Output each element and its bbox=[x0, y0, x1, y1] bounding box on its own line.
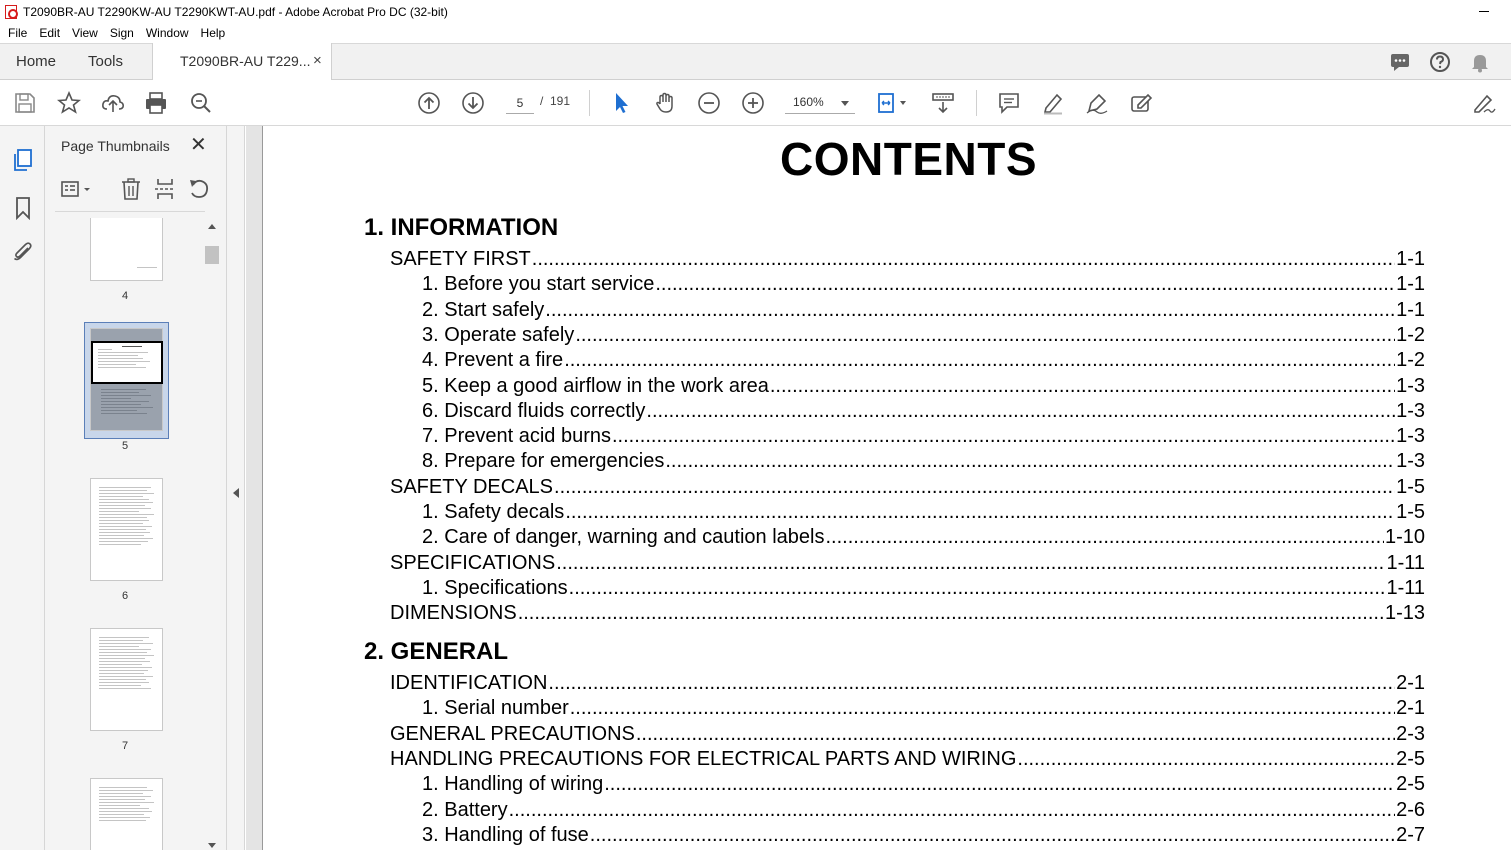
toc-entry-text: 2. Battery bbox=[422, 798, 508, 821]
toc-entry[interactable] bbox=[422, 824, 1425, 848]
thumbnail-list bbox=[45, 218, 205, 850]
tab-right-icons bbox=[1389, 51, 1491, 73]
upload-cloud-icon[interactable] bbox=[101, 91, 125, 115]
page-thumbnail-number: 6 bbox=[121, 590, 129, 602]
toc-entry-page: 1-5 bbox=[1396, 475, 1425, 498]
toc-entry-page: 1-5 bbox=[1396, 501, 1425, 523]
next-page-icon[interactable] bbox=[461, 91, 485, 115]
page-total: 191 bbox=[550, 94, 571, 108]
toc-entry-text: 3. Operate safely bbox=[422, 323, 575, 346]
page-thumbnail-selected[interactable] bbox=[90, 328, 163, 431]
close-panel-icon[interactable]: ✕ bbox=[190, 134, 207, 156]
print-icon[interactable] bbox=[144, 91, 168, 115]
toc-leader-dots bbox=[770, 375, 1395, 398]
toc-section-title[interactable]: 2. GENERAL bbox=[364, 638, 509, 665]
toc-entry-page: 2-7 bbox=[1396, 823, 1425, 846]
toc-entry-page: 2-1 bbox=[1396, 672, 1425, 694]
toc-leader-dots bbox=[612, 425, 1395, 448]
draw-pen-icon[interactable] bbox=[1085, 91, 1109, 115]
page-fit-icon[interactable] bbox=[876, 91, 912, 115]
toc-entry[interactable] bbox=[422, 501, 1425, 525]
toc-entry-text: 8. Prepare for emergencies bbox=[422, 450, 665, 473]
toc-leader-dots bbox=[509, 799, 1395, 822]
toc-entry-heading[interactable] bbox=[390, 602, 1425, 626]
page-thumbnail[interactable] bbox=[90, 218, 163, 281]
toc-entry[interactable] bbox=[422, 697, 1425, 721]
visible-area-box[interactable] bbox=[91, 341, 163, 384]
toc-leader-dots bbox=[564, 349, 1395, 372]
collapse-panel-arrow-icon[interactable] bbox=[233, 488, 239, 498]
scroll-up-arrow-icon[interactable] bbox=[208, 224, 216, 229]
left-navigation-rail bbox=[0, 126, 45, 850]
toolbar bbox=[0, 80, 1511, 126]
toc-entry-heading[interactable] bbox=[390, 672, 1425, 696]
toc-leader-dots bbox=[548, 672, 1395, 695]
toc-leader-dots bbox=[569, 577, 1386, 600]
menu-bar bbox=[0, 23, 1511, 43]
select-cursor-icon[interactable] bbox=[609, 91, 633, 115]
window-title: T2090BR-AU T2290KW-AU T2290KWT-AU.pdf - Adobe Acrobat Pro DC (32-bit) bbox=[23, 4, 448, 19]
toc-entry-page: 1-10 bbox=[1384, 526, 1425, 549]
toc-entry-page: 1-3 bbox=[1396, 450, 1425, 473]
thumbnail-scrollbar[interactable] bbox=[205, 218, 219, 850]
toc-leader-dots bbox=[665, 450, 1395, 473]
toc-entry[interactable] bbox=[422, 425, 1425, 449]
tab-document-title: T2090BR-AU T229... bbox=[180, 53, 311, 69]
toolbar-divider bbox=[976, 90, 977, 116]
bookmarks-icon[interactable] bbox=[11, 196, 35, 220]
toc-leader-dots bbox=[565, 501, 1395, 524]
page-thumbnail-number: 5 bbox=[121, 440, 129, 452]
toc-entry-text: DIMENSIONS bbox=[390, 602, 517, 625]
minimize-button[interactable] bbox=[1479, 5, 1491, 17]
thumbnail-options-icon[interactable] bbox=[60, 177, 94, 201]
toc-entry[interactable] bbox=[422, 324, 1425, 348]
toc-entry-text: SAFETY FIRST bbox=[390, 248, 531, 270]
zoom-level-value: 160% bbox=[793, 95, 824, 109]
toc-entry-heading[interactable] bbox=[390, 748, 1425, 772]
hand-tool-icon[interactable] bbox=[653, 91, 677, 115]
comment-bubble-icon[interactable] bbox=[1389, 51, 1411, 73]
toc-entry-page: 1-1 bbox=[1396, 273, 1425, 296]
toc-entry-page: 1-11 bbox=[1386, 576, 1425, 599]
tab-tools[interactable]: Tools bbox=[88, 53, 124, 70]
pdf-page bbox=[262, 126, 1511, 850]
chevron-down-icon bbox=[841, 101, 849, 106]
toc-entry-page: 2-6 bbox=[1396, 798, 1425, 821]
toc-leader-dots bbox=[518, 602, 1384, 625]
toc-entry-page: 1-3 bbox=[1396, 399, 1425, 422]
menu-file[interactable]: File bbox=[8, 26, 28, 40]
toc-entry-page: 2-5 bbox=[1396, 747, 1425, 770]
toc-entry-page: 1-1 bbox=[1396, 298, 1425, 321]
toc-leader-dots bbox=[545, 299, 1395, 322]
panel-divider bbox=[55, 211, 205, 212]
page-thumbnails-panel bbox=[45, 126, 227, 850]
page-thumbnail[interactable] bbox=[90, 778, 163, 850]
toc-entry[interactable] bbox=[422, 400, 1425, 424]
toc-leader-dots bbox=[590, 824, 1395, 847]
help-icon[interactable] bbox=[1429, 51, 1451, 73]
toc-leader-dots bbox=[655, 273, 1395, 296]
toc-entry-text: SPECIFICATIONS bbox=[390, 551, 556, 574]
tab-document[interactable] bbox=[152, 43, 332, 80]
page-thumbnail[interactable] bbox=[90, 628, 163, 731]
zoom-search-icon[interactable] bbox=[189, 91, 213, 115]
delete-page-icon[interactable] bbox=[119, 177, 143, 201]
close-tab-icon[interactable]: × bbox=[313, 52, 322, 69]
scroll-mode-icon[interactable] bbox=[931, 91, 955, 115]
toc-entry-text: 1. Specifications bbox=[422, 576, 568, 599]
zoom-in-icon[interactable] bbox=[741, 91, 765, 115]
toc-entry-heading[interactable] bbox=[390, 723, 1425, 747]
page-thumbnail-number: 7 bbox=[121, 740, 129, 752]
bookmark-star-icon[interactable] bbox=[57, 91, 81, 115]
toc-entry-text: IDENTIFICATION bbox=[390, 672, 548, 694]
page-thumbnails-icon[interactable] bbox=[11, 148, 35, 172]
toc-entry-page: 2-1 bbox=[1396, 697, 1425, 720]
toc-entry-text: 4. Prevent a fire bbox=[422, 349, 564, 372]
toc-entry-page: 1-3 bbox=[1396, 374, 1425, 397]
menu-view[interactable]: View bbox=[72, 26, 98, 40]
toc-entry[interactable] bbox=[422, 577, 1425, 601]
page-separator: / bbox=[540, 94, 544, 108]
panel-splitter[interactable] bbox=[227, 126, 245, 850]
toc-entry-heading[interactable] bbox=[390, 248, 1425, 272]
toc-entry-text: 1. Serial number bbox=[422, 697, 569, 720]
toolbar-divider bbox=[589, 90, 590, 116]
add-comment-icon[interactable] bbox=[997, 91, 1021, 115]
thumbnails-toolbar bbox=[45, 172, 227, 210]
scrollbar-thumb[interactable] bbox=[205, 246, 219, 264]
toc-entry[interactable] bbox=[422, 349, 1425, 373]
toc-entry-text: 1. Handling of wiring bbox=[422, 773, 604, 796]
toc-entry-page: 1-2 bbox=[1396, 323, 1425, 346]
toc-entry-text: 1. Safety decals bbox=[422, 501, 565, 523]
highlight-pen-icon[interactable] bbox=[1041, 91, 1065, 115]
toc-entry[interactable] bbox=[422, 526, 1425, 550]
split-page-icon[interactable] bbox=[153, 177, 177, 201]
toc-leader-dots bbox=[575, 324, 1395, 347]
toc-entry-text: 6. Discard fluids correctly bbox=[422, 399, 646, 422]
menu-sign[interactable]: Sign bbox=[109, 26, 134, 40]
toc-entry-text: 7. Prevent acid burns bbox=[422, 425, 611, 448]
toc-leader-dots bbox=[826, 526, 1384, 549]
zoom-out-icon[interactable] bbox=[697, 91, 721, 115]
page-heading: CONTENTS bbox=[780, 133, 1037, 185]
page-thumbnail-number: 4 bbox=[121, 290, 129, 302]
toc-section-title[interactable]: 1. INFORMATION bbox=[364, 214, 559, 241]
toc-leader-dots bbox=[636, 723, 1395, 746]
toc-entry-text: 5. Keep a good airflow in the work area bbox=[422, 374, 769, 397]
toc-leader-dots bbox=[554, 476, 1395, 499]
toc-leader-dots bbox=[570, 697, 1395, 720]
page-thumbnail[interactable] bbox=[90, 478, 163, 581]
toc-entry-page: 1-1 bbox=[1396, 248, 1425, 270]
toc-entry-page: 1-13 bbox=[1384, 602, 1425, 625]
page-number-input[interactable] bbox=[506, 92, 534, 114]
acrobat-pdf-icon bbox=[5, 5, 17, 19]
toc-entry-page: 2-5 bbox=[1396, 773, 1425, 796]
toc-entry-heading[interactable] bbox=[390, 476, 1425, 500]
rotate-page-icon[interactable] bbox=[187, 177, 211, 201]
tab-home[interactable]: Home bbox=[16, 53, 57, 70]
toc-entry-text: 3. Handling of fuse bbox=[422, 823, 589, 846]
document-viewport[interactable] bbox=[246, 126, 1511, 850]
menu-window[interactable]: Window bbox=[145, 26, 189, 40]
title-bar bbox=[0, 0, 1511, 23]
toc-entry[interactable] bbox=[422, 773, 1425, 797]
toc-entry-text: GENERAL PRECAUTIONS bbox=[390, 722, 635, 745]
scroll-down-arrow-icon[interactable] bbox=[208, 843, 216, 848]
stamp-icon[interactable] bbox=[1129, 91, 1153, 115]
toc-leader-dots bbox=[532, 248, 1395, 271]
toc-entry-text: 1. Before you start service bbox=[422, 273, 655, 296]
previous-page-icon[interactable] bbox=[417, 91, 441, 115]
toc-entry-heading[interactable] bbox=[390, 552, 1425, 576]
toc-entry[interactable] bbox=[422, 299, 1425, 323]
thumbnails-panel-title: Page Thumbnails bbox=[61, 138, 170, 154]
toc-entry[interactable] bbox=[422, 450, 1425, 474]
toc-entry-text: 2. Care of danger, warning and caution labels bbox=[422, 526, 825, 549]
toc-leader-dots bbox=[1017, 748, 1395, 771]
toc-entry-text: SAFETY DECALS bbox=[390, 475, 554, 498]
attachments-paperclip-icon[interactable] bbox=[11, 240, 35, 264]
tab-bar bbox=[0, 43, 1511, 80]
toc-entry-page: 2-3 bbox=[1396, 722, 1425, 745]
toc-entry[interactable] bbox=[422, 375, 1425, 399]
toc-entry-text: HANDLING PRECAUTIONS FOR ELECTRICAL PARTS AND WIRING bbox=[390, 747, 1017, 770]
toc-leader-dots bbox=[556, 552, 1385, 575]
toc-entry-page: 1-2 bbox=[1396, 349, 1425, 372]
toc-entry-text: 2. Start safely bbox=[422, 298, 545, 321]
notification-bell-icon[interactable] bbox=[1469, 51, 1491, 73]
toc-leader-dots bbox=[604, 773, 1395, 796]
toc-entry[interactable] bbox=[422, 799, 1425, 823]
toc-entry[interactable] bbox=[422, 273, 1425, 297]
zoom-level-select[interactable] bbox=[785, 92, 855, 114]
toc-leader-dots bbox=[646, 400, 1395, 423]
save-icon[interactable] bbox=[13, 91, 37, 115]
fill-sign-icon[interactable] bbox=[1472, 91, 1496, 115]
menu-edit[interactable]: Edit bbox=[39, 26, 61, 40]
toc-entry-page: 1-11 bbox=[1386, 551, 1425, 574]
toc-entry-page: 1-3 bbox=[1396, 425, 1425, 448]
menu-help[interactable]: Help bbox=[200, 26, 226, 40]
